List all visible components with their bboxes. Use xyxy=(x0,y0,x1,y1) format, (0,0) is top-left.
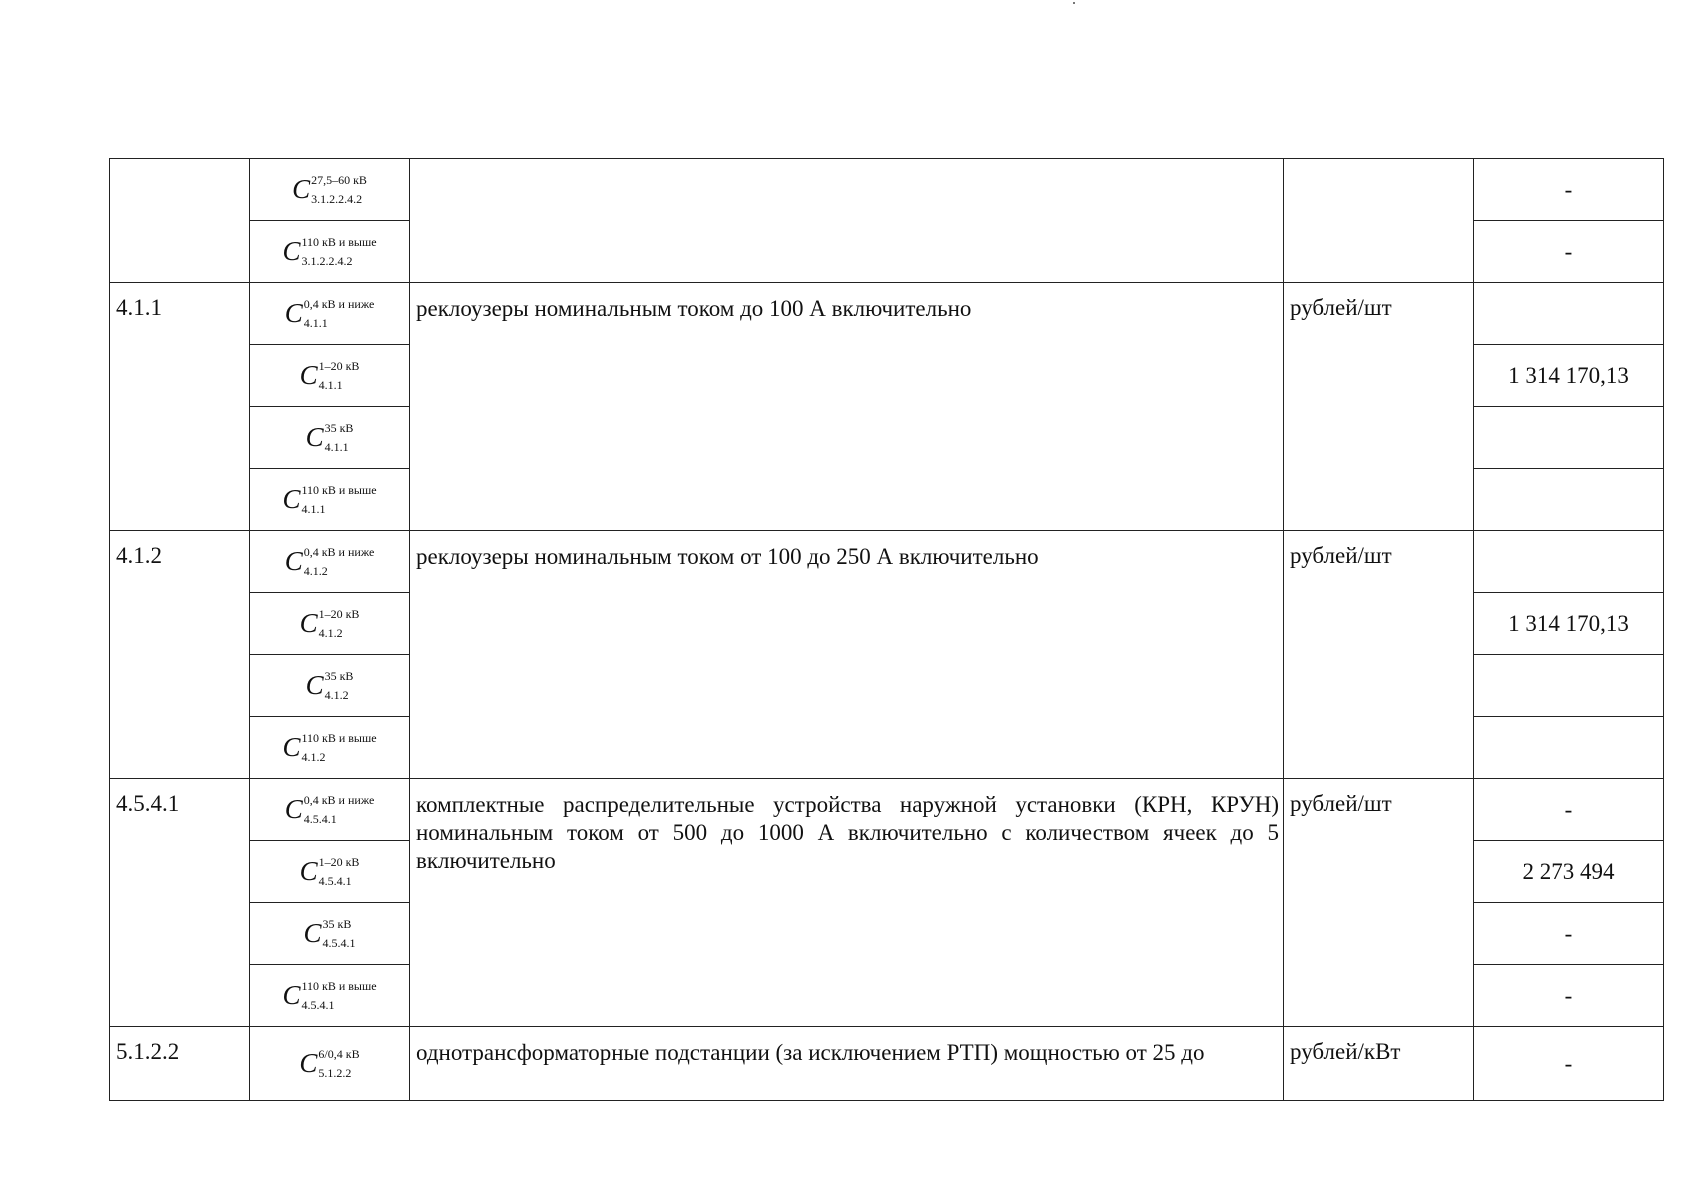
rate-value xyxy=(1474,283,1664,345)
rate-symbol xyxy=(300,360,360,392)
rate-symbol-cell xyxy=(250,283,410,345)
rate-symbol-letter: C xyxy=(282,732,301,762)
rate-symbol xyxy=(306,670,354,702)
rate-index: 4.5.4.1 xyxy=(322,935,356,950)
rate-index: 4.1.1 xyxy=(324,439,349,454)
rate-index: 4.1.2 xyxy=(318,625,343,640)
rate-symbol-letter: C xyxy=(284,298,303,328)
rate-symbol xyxy=(285,298,375,330)
rate-index: 4.1.1 xyxy=(303,315,328,330)
scan-speck xyxy=(1073,2,1075,4)
rate-symbol-letter: C xyxy=(299,1048,318,1078)
voltage-class: 0,4 кВ и ниже xyxy=(303,544,375,559)
voltage-class: 110 кВ и выше xyxy=(301,978,377,993)
rate-index: 4.1.2 xyxy=(303,563,328,578)
rate-value xyxy=(1474,717,1664,779)
rate-symbol xyxy=(282,980,376,1012)
rate-index: 3.1.2.2.4.2 xyxy=(311,191,363,206)
voltage-class: 27,5–60 кВ xyxy=(311,172,367,187)
rate-symbol-cell xyxy=(250,159,410,221)
rate-symbol-letter: C xyxy=(299,608,318,638)
rate-symbol-cell xyxy=(250,841,410,903)
rate-symbol-cell xyxy=(250,469,410,531)
rate-value xyxy=(1474,655,1664,717)
item-description: реклоузеры номинальным током до 100 А включительно xyxy=(410,283,1284,531)
item-code xyxy=(110,159,250,283)
table-row xyxy=(110,1027,1664,1101)
rate-symbol xyxy=(303,918,355,950)
unit-of-measure: рублей/шт xyxy=(1284,531,1474,779)
rate-symbol xyxy=(282,484,376,516)
voltage-class: 1–20 кВ xyxy=(318,358,360,373)
rate-index: 4.5.4.1 xyxy=(318,873,352,888)
table-row xyxy=(110,283,1664,345)
rate-value: - xyxy=(1474,1027,1664,1101)
rate-symbol-cell xyxy=(250,531,410,593)
rate-symbol-cell xyxy=(250,779,410,841)
voltage-class: 0,4 кВ и ниже xyxy=(303,792,375,807)
rate-index: 5.1.2.2 xyxy=(318,1065,352,1080)
rate-symbol-cell xyxy=(250,407,410,469)
rate-symbol xyxy=(285,546,375,578)
rate-symbol-cell xyxy=(250,655,410,717)
rate-symbol xyxy=(299,1048,359,1080)
item-description: однотрансформаторные подстанции (за исключением РТП) мощностью от 25 до xyxy=(410,1027,1284,1101)
item-code: 5.1.2.2 xyxy=(110,1027,250,1101)
rate-symbol xyxy=(282,732,376,764)
item-code: 4.1.2 xyxy=(110,531,250,779)
rate-symbol-cell xyxy=(250,221,410,283)
rate-index: 4.1.1 xyxy=(301,501,326,516)
rate-symbol-cell xyxy=(250,717,410,779)
voltage-class: 6/0,4 кВ xyxy=(318,1046,360,1061)
unit-of-measure xyxy=(1284,159,1474,283)
table-row xyxy=(110,159,1664,221)
unit-of-measure: рублей/шт xyxy=(1284,779,1474,1027)
rate-index: 4.5.4.1 xyxy=(303,811,337,826)
rate-symbol-letter: C xyxy=(284,546,303,576)
rate-symbol-letter: C xyxy=(292,174,311,204)
rate-value xyxy=(1474,469,1664,531)
rate-value: 1 314 170,13 xyxy=(1474,593,1664,655)
rate-symbol xyxy=(300,856,360,888)
item-description: комплектные распределительные устройства наружной установки (КРН, КРУН) номинальным током от 500 до 1000 А включительно с количеством ячеек до 5 включительно xyxy=(410,779,1284,1027)
voltage-class: 110 кВ и выше xyxy=(301,482,377,497)
rate-symbol xyxy=(292,174,367,206)
rate-symbol-letter: C xyxy=(282,484,301,514)
rate-symbol-letter: C xyxy=(299,360,318,390)
voltage-class: 110 кВ и выше xyxy=(301,730,377,745)
rate-index: 3.1.2.2.4.2 xyxy=(301,253,353,268)
rate-symbol-cell xyxy=(250,345,410,407)
rates-table xyxy=(109,158,1664,1101)
rate-value: - xyxy=(1474,903,1664,965)
voltage-class: 35 кВ xyxy=(324,420,354,435)
rate-value: 2 273 494 xyxy=(1474,841,1664,903)
rate-symbol-letter: C xyxy=(303,918,322,948)
rate-symbol-letter: C xyxy=(305,670,324,700)
rate-symbol xyxy=(300,608,360,640)
rate-value xyxy=(1474,531,1664,593)
rate-symbol-letter: C xyxy=(282,980,301,1010)
voltage-class: 110 кВ и выше xyxy=(301,234,377,249)
rates-table-body xyxy=(110,159,1664,1101)
rate-index: 4.1.1 xyxy=(318,377,343,392)
rate-value: - xyxy=(1474,221,1664,283)
voltage-class: 35 кВ xyxy=(324,668,354,683)
voltage-class: 1–20 кВ xyxy=(318,854,360,869)
rate-value: - xyxy=(1474,779,1664,841)
rate-symbol-cell xyxy=(250,1027,410,1101)
rate-value xyxy=(1474,407,1664,469)
rate-symbol-letter: C xyxy=(282,236,301,266)
item-code: 4.5.4.1 xyxy=(110,779,250,1027)
table-row xyxy=(110,531,1664,593)
table-row xyxy=(110,779,1664,841)
rate-value: - xyxy=(1474,159,1664,221)
rate-index: 4.1.2 xyxy=(324,687,349,702)
rate-symbol-cell xyxy=(250,903,410,965)
rate-index: 4.5.4.1 xyxy=(301,997,335,1012)
voltage-class: 35 кВ xyxy=(322,916,352,931)
rate-symbol-letter: C xyxy=(299,856,318,886)
rate-symbol-letter: C xyxy=(284,794,303,824)
rate-symbol-cell xyxy=(250,965,410,1027)
item-description xyxy=(410,159,1284,283)
voltage-class: 0,4 кВ и ниже xyxy=(303,296,375,311)
voltage-class: 1–20 кВ xyxy=(318,606,360,621)
rate-symbol xyxy=(306,422,354,454)
rate-value: 1 314 170,13 xyxy=(1474,345,1664,407)
rate-index: 4.1.2 xyxy=(301,749,326,764)
unit-of-measure: рублей/кВт xyxy=(1284,1027,1474,1101)
item-description: реклоузеры номинальным током от 100 до 250 А включительно xyxy=(410,531,1284,779)
rate-symbol xyxy=(285,794,375,826)
rate-symbol-cell xyxy=(250,593,410,655)
unit-of-measure: рублей/шт xyxy=(1284,283,1474,531)
rate-symbol-letter: C xyxy=(305,422,324,452)
item-code: 4.1.1 xyxy=(110,283,250,531)
rate-symbol xyxy=(282,236,376,268)
rate-value: - xyxy=(1474,965,1664,1027)
